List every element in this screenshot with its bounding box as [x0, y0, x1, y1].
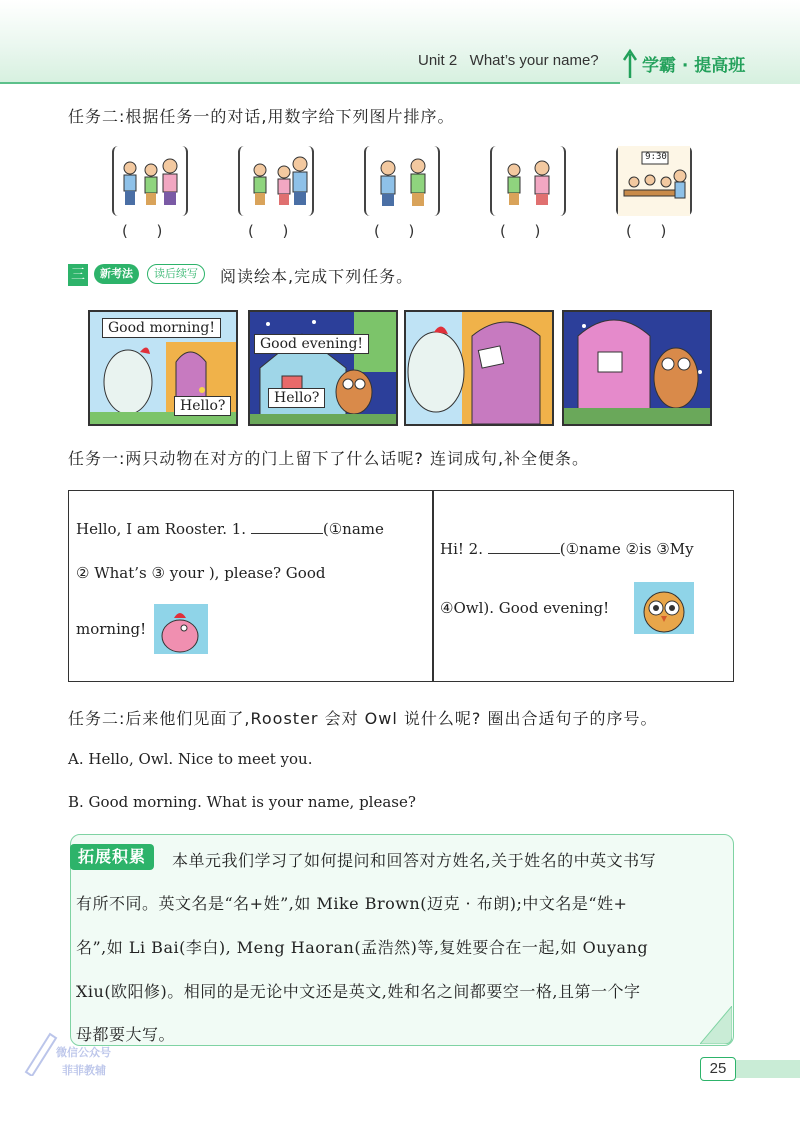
answer-paren-1[interactable]: ( ): [122, 222, 163, 240]
owl-note-text: Hi! 2.: [440, 540, 483, 558]
children-waving-illustration: [240, 146, 312, 216]
brand-text: 学霸 · 提高班: [642, 55, 746, 76]
option-b[interactable]: B. Good morning. What is your name, please?: [68, 793, 416, 811]
page-curl-icon: [700, 1006, 732, 1044]
header-rule: [0, 82, 620, 84]
brand-logo: [622, 46, 745, 80]
clock-readout: 9:30: [645, 152, 667, 162]
sequence-picture-4: [490, 146, 566, 216]
sequence-picture-1: [112, 146, 188, 216]
owl-note-options: (①name ②is ③My: [559, 540, 694, 558]
comic-panel-1: [88, 310, 238, 426]
unit-title: Unit 2 What’s your name?: [418, 52, 599, 69]
option-a[interactable]: A. Hello, Owl. Nice to meet you.: [68, 750, 313, 768]
bubble-good-evening: Good evening!: [254, 334, 369, 354]
rooster-note-line-2: ② What’s ③ your ), please? Good: [76, 564, 326, 582]
section3-instruction: 阅读绘本,完成下列任务。: [220, 267, 414, 286]
section-number: 三: [68, 264, 88, 286]
rooster-note-options: (①name: [322, 520, 384, 538]
page-number-band: [736, 1060, 800, 1078]
notes-table-divider: [432, 490, 434, 682]
boy-and-girl-illustration: [492, 146, 564, 216]
watermark: [22, 1028, 122, 1088]
answer-blank-2[interactable]: [488, 539, 560, 554]
bubble-good-morning: Good morning!: [102, 318, 221, 338]
comic-panel-2: [248, 310, 398, 426]
page-number: 25: [700, 1057, 736, 1081]
rooster-note-line-3: morning!: [76, 620, 147, 638]
task2-top-instruction: 任务二:根据任务一的对话,用数字给下列图片排序。: [68, 107, 455, 126]
sequence-picture-5: [616, 146, 692, 216]
comic-panel-3: [404, 310, 554, 426]
rooster-note-line-1: [76, 518, 384, 540]
owl-icon: [634, 582, 694, 634]
bubble-hello-1: Hello?: [174, 396, 231, 416]
children-greeting-illustration: [114, 146, 186, 216]
extension-line-2: 有所不同。英文名是“名+姓”,如 Mike Brown(迈克 · 布朗);中文名是“姓+: [76, 894, 628, 913]
growth-arrow-icon: [622, 48, 638, 78]
question-type-tag: 读后续写: [147, 264, 205, 284]
owl-with-note-illustration: [564, 312, 710, 424]
bubble-hello-2: Hello?: [268, 388, 325, 408]
sequence-picture-3: [364, 146, 440, 216]
owl-note-line-2: ④Owl). Good evening!: [440, 599, 610, 617]
rooster-writing-note-illustration: [406, 312, 552, 424]
rooster-icon: [154, 604, 208, 654]
extension-line-3: 名”,如 Li Bai(李白), Meng Haoran(孟浩然)等,复姓要合在一起,如 Ouyang: [76, 938, 649, 957]
answer-paren-2[interactable]: ( ): [248, 222, 289, 240]
new-format-tag: 新考法: [94, 264, 139, 284]
answer-paren-4[interactable]: ( ): [500, 222, 541, 240]
extension-line-5: 母都要大写。: [76, 1025, 176, 1044]
pencil-watermark-icon: [22, 1028, 58, 1076]
answer-paren-5[interactable]: ( ): [626, 222, 667, 240]
rooster-note-text: Hello, I am Rooster. 1.: [76, 520, 247, 538]
extension-line-4: Xiu(欧阳修)。相同的是无论中文还是英文,姓和名之间都要空一格,且第一个字: [76, 982, 641, 1001]
watermark-line-2: 菲菲教辅: [62, 1064, 106, 1077]
two-children-illustration: [366, 146, 438, 216]
task2-instruction: 任务二:后来他们见面了,Rooster 会对 Owl 说什么呢? 圈出合适句子的序号。: [68, 709, 658, 728]
watermark-line-1: 微信公众号: [56, 1046, 111, 1059]
task1-instruction: 任务一:两只动物在对方的门上留下了什么话呢? 连词成句,补全便条。: [68, 449, 590, 468]
answer-blank-1[interactable]: [251, 519, 323, 534]
answer-paren-3[interactable]: ( ): [374, 222, 415, 240]
comic-panel-4: [562, 310, 712, 426]
extension-line-1: 本单元我们学习了如何提问和回答对方姓名,关于姓名的中英文书写: [172, 851, 657, 870]
extension-tag: 拓展积累: [70, 844, 154, 870]
sequence-picture-2: [238, 146, 314, 216]
owl-note-line-1: [440, 538, 694, 560]
